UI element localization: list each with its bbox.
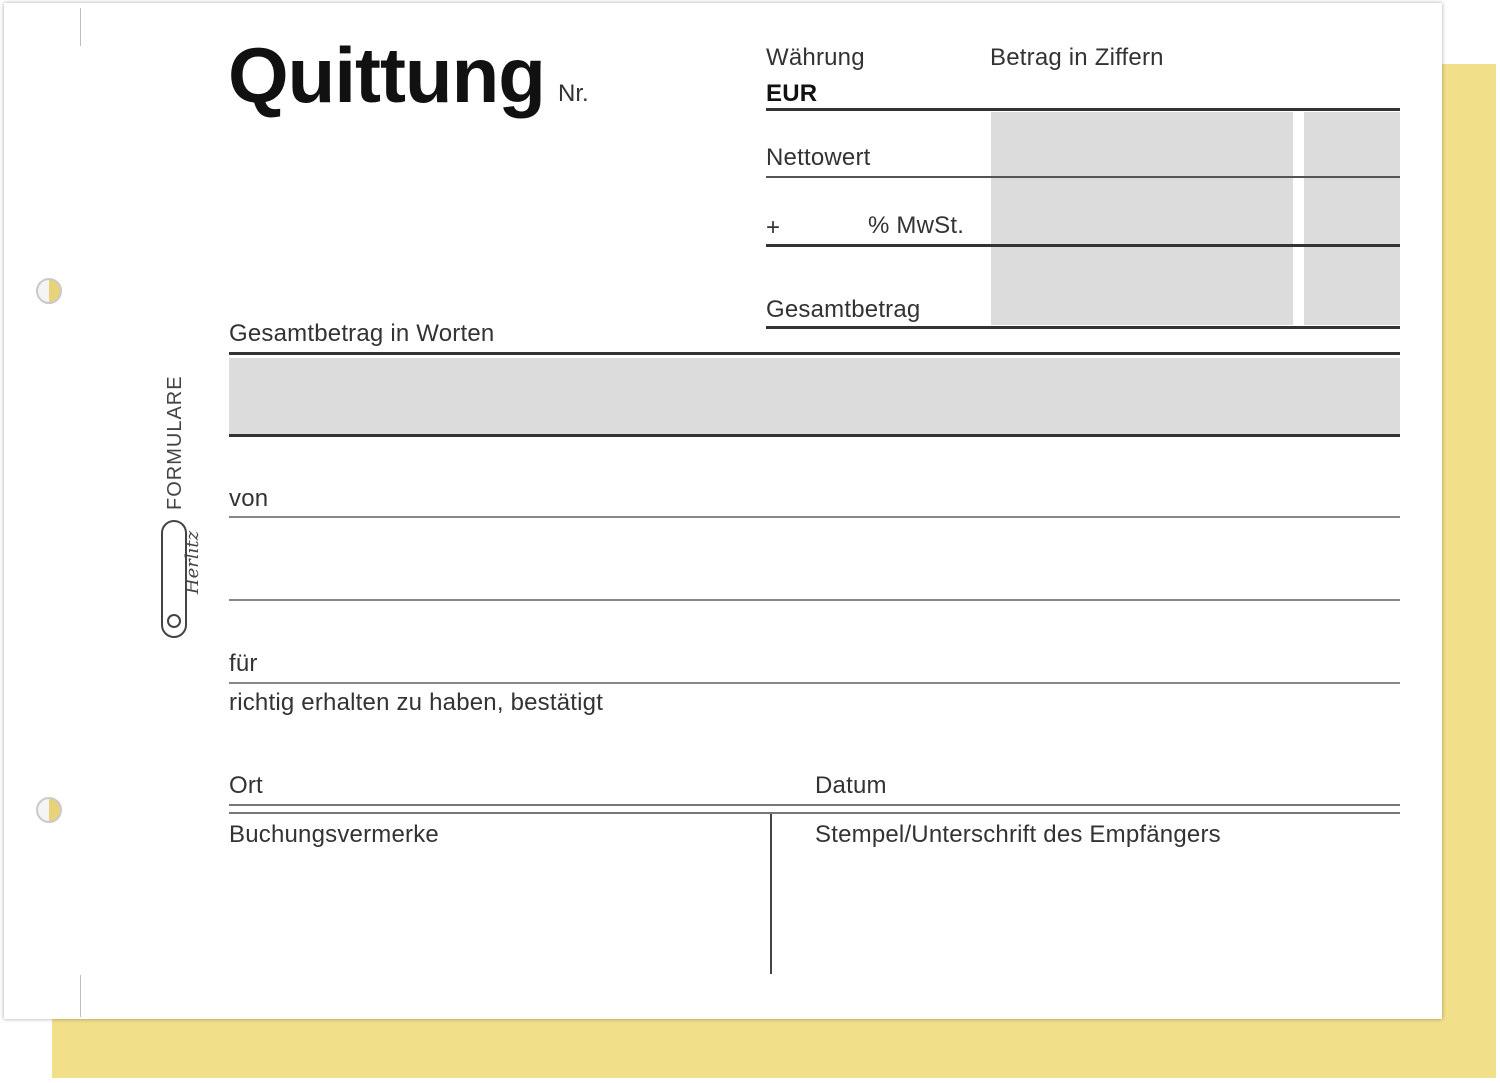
- total-amount-label: Gesamtbetrag: [766, 296, 921, 323]
- for-field-line[interactable]: [229, 682, 1400, 684]
- place-date-rule-2: [229, 812, 1400, 814]
- stamp-signature-label: Stempel/Unterschrift des Empfängers: [815, 821, 1221, 848]
- total-amount-rule: [766, 326, 1400, 329]
- currency-label: Währung: [766, 44, 865, 71]
- punch-hole-top: [36, 278, 62, 304]
- from-field-line-2[interactable]: [229, 599, 1400, 601]
- amount-in-words-top-rule: [229, 352, 1400, 355]
- from-field-line-1[interactable]: [229, 516, 1400, 518]
- amount-in-words-label: Gesamtbetrag in Worten: [229, 320, 495, 347]
- form-title: Quittung: [228, 31, 545, 119]
- brand-logo: [161, 520, 204, 638]
- date-label: Datum: [815, 772, 887, 799]
- place-label: Ort: [229, 772, 263, 799]
- vat-plus-sign: +: [766, 214, 781, 241]
- punch-hole-bottom: [36, 797, 62, 823]
- currency-rule: [766, 108, 1400, 111]
- vat-label: % MwSt.: [868, 212, 965, 239]
- from-label: von: [229, 485, 269, 512]
- stamp-signature-field[interactable]: [780, 852, 1400, 972]
- amount-field-euros[interactable]: [991, 112, 1293, 325]
- amount-in-words-field[interactable]: [229, 358, 1400, 434]
- amount-figures-label: Betrag in Ziffern: [990, 44, 1164, 71]
- currency-value: EUR: [766, 80, 818, 107]
- brand-logo-text: Herlitz: [182, 530, 204, 595]
- vat-rule: [766, 244, 1400, 247]
- booking-notes-field[interactable]: [229, 852, 765, 972]
- bottom-divider: [770, 814, 772, 974]
- place-date-rule-1: [229, 804, 1400, 806]
- for-label: für: [229, 650, 258, 677]
- receipt-number-label: Nr.: [558, 80, 589, 107]
- brand-product-text: FORMULARE: [164, 375, 186, 510]
- amount-in-words-bottom-rule: [229, 434, 1400, 437]
- booking-notes-label: Buchungsvermerke: [229, 821, 439, 848]
- perforation-mark-top: [80, 8, 81, 46]
- perforation-mark-bottom: [80, 975, 81, 1017]
- confirmation-text: richtig erhalten zu haben, bestätigt: [229, 689, 604, 716]
- amount-field-cents[interactable]: [1304, 112, 1400, 325]
- net-value-rule: [766, 176, 1400, 178]
- brand-strip: [156, 372, 204, 644]
- brand-logo-circle-icon: [167, 614, 181, 628]
- net-value-label: Nettowert: [766, 144, 871, 171]
